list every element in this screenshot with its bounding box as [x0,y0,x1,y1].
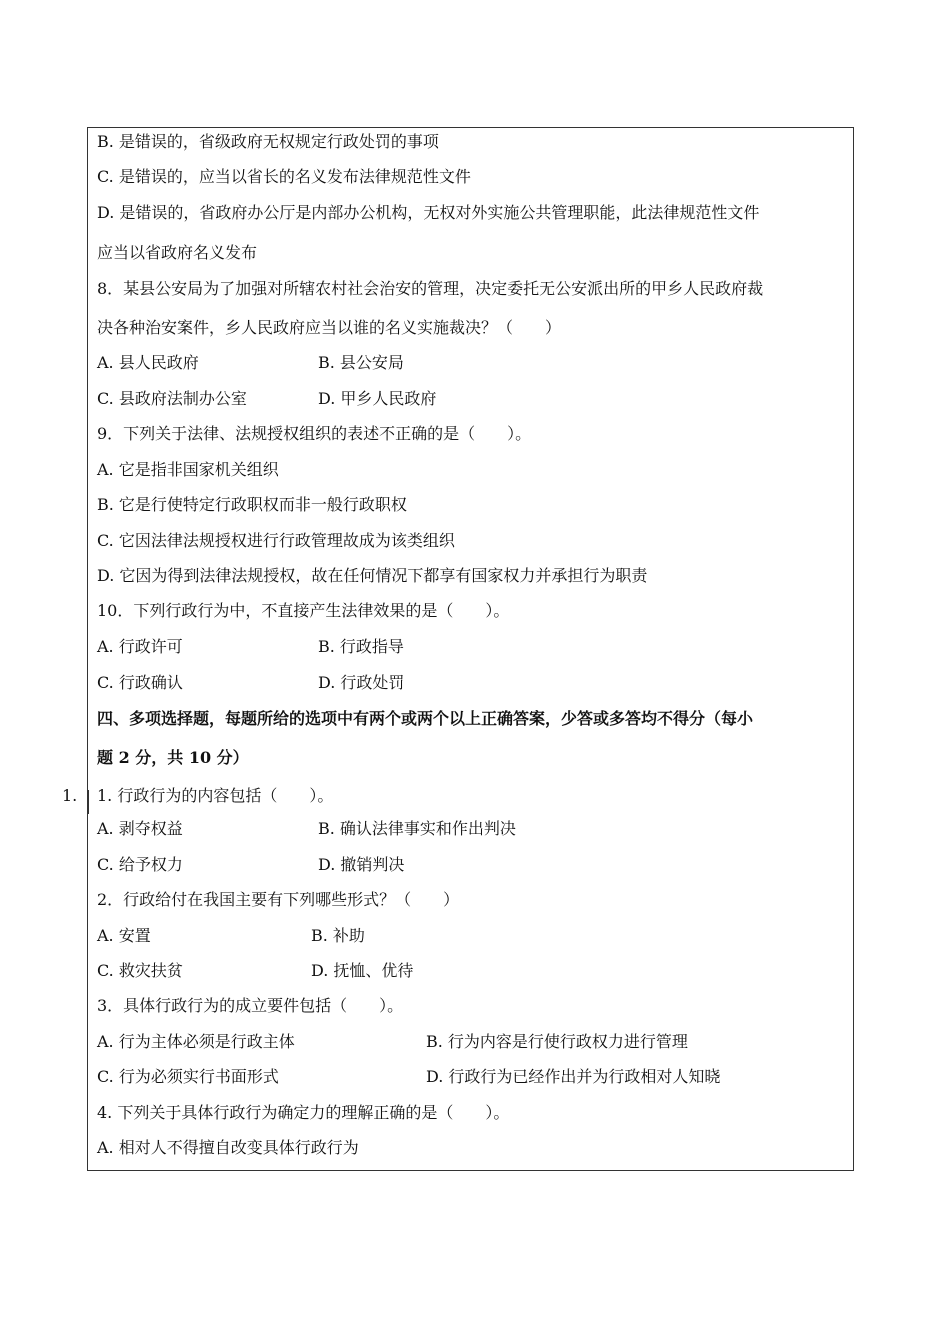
q10-option-b: B. 行政指导 [318,637,404,656]
q9-option-a: A. 它是指非国家机关组织 [97,460,279,479]
q9-option-d: D. 它因为得到法律法规授权，故在任何情况下都享有国家权力并承担行为职责 [97,566,648,585]
m1-option-c: C. 给予权力 [97,855,183,874]
q8-option-a: A. 县人民政府 [97,353,199,372]
q9-option-b: B. 它是行使特定行政职权而非一般行政职权 [97,495,407,514]
q9-option-c: C. 它因法律法规授权进行行政管理故成为该类组织 [97,531,455,550]
q8-option-d: D. 甲乡人民政府 [318,389,437,408]
q8-option-c: C. 县政府法制办公室 [97,389,247,408]
q8-option-b: B. 县公安局 [318,353,404,372]
m1-option-b: B. 确认法律事实和作出判决 [318,819,516,838]
q10-option-a: A. 行政许可 [97,637,183,656]
m1-stem: 1. 行政行为的内容包括（ ）。 [97,786,334,805]
m3-option-d: D. 行政行为已经作出并为行政相对人知晓 [426,1067,721,1086]
q7-option-c: C. 是错误的，应当以省长的名义发布法律规范性文件 [97,167,471,186]
q10-stem: 10．下列行政行为中，不直接产生法律效果的是（ ）。 [97,601,510,620]
m2-option-d: D. 抚恤、优待 [311,961,414,980]
m4-option-a: A. 相对人不得擅自改变具体行政行为 [97,1138,359,1157]
m4-stem: 4. 下列关于具体行政行为确定力的理解正确的是（ ）。 [97,1103,510,1122]
q8-stem-line2: 决各种治安案件，乡人民政府应当以谁的名义实施裁决？（ ） [97,318,562,337]
list-number-outer: 1. [62,786,78,805]
m2-option-c: C. 救灾扶贫 [97,961,183,980]
q9-stem: 9．下列关于法律、法规授权组织的表述不正确的是（ ）。 [97,424,532,443]
m3-option-c: C. 行为必须实行书面形式 [97,1067,279,1086]
section4-heading-line1: 四、多项选择题，每题所给的选项中有两个或两个以上正确答案，少答或多答均不得分（每小 [97,709,754,728]
m1-option-d: D. 撤销判决 [318,855,405,874]
list-marker-divider [88,790,90,814]
m2-stem: 2．行政给付在我国主要有下列哪些形式？（ ） [97,890,460,909]
q10-option-c: C. 行政确认 [97,673,183,692]
q7-option-d-line2: 应当以省政府名义发布 [97,243,258,262]
m3-option-a: A. 行为主体必须是行政主体 [97,1032,295,1051]
m3-stem: 3．具体行政行为的成立要件包括（ ）。 [97,996,404,1015]
m3-option-b: B. 行为内容是行使行政权力进行管理 [426,1032,688,1051]
q7-option-b: B. 是错误的，省级政府无权规定行政处罚的事项 [97,132,439,151]
m2-option-a: A. 安置 [97,926,151,945]
m2-option-b: B. 补助 [311,926,365,945]
q8-stem-line1: 8．某县公安局为了加强对所辖农村社会治安的管理，决定委托无公安派出所的甲乡人民政府裁 [97,279,764,298]
section4-heading-line2: 题 2 分，共 10 分） [97,748,249,767]
q10-option-d: D. 行政处罚 [318,673,405,692]
q7-option-d-line1: D. 是错误的，省政府办公厅是内部办公机构，无权对外实施公共管理职能，此法律规范性文件 [97,203,760,222]
m1-option-a: A. 剥夺权益 [97,819,183,838]
